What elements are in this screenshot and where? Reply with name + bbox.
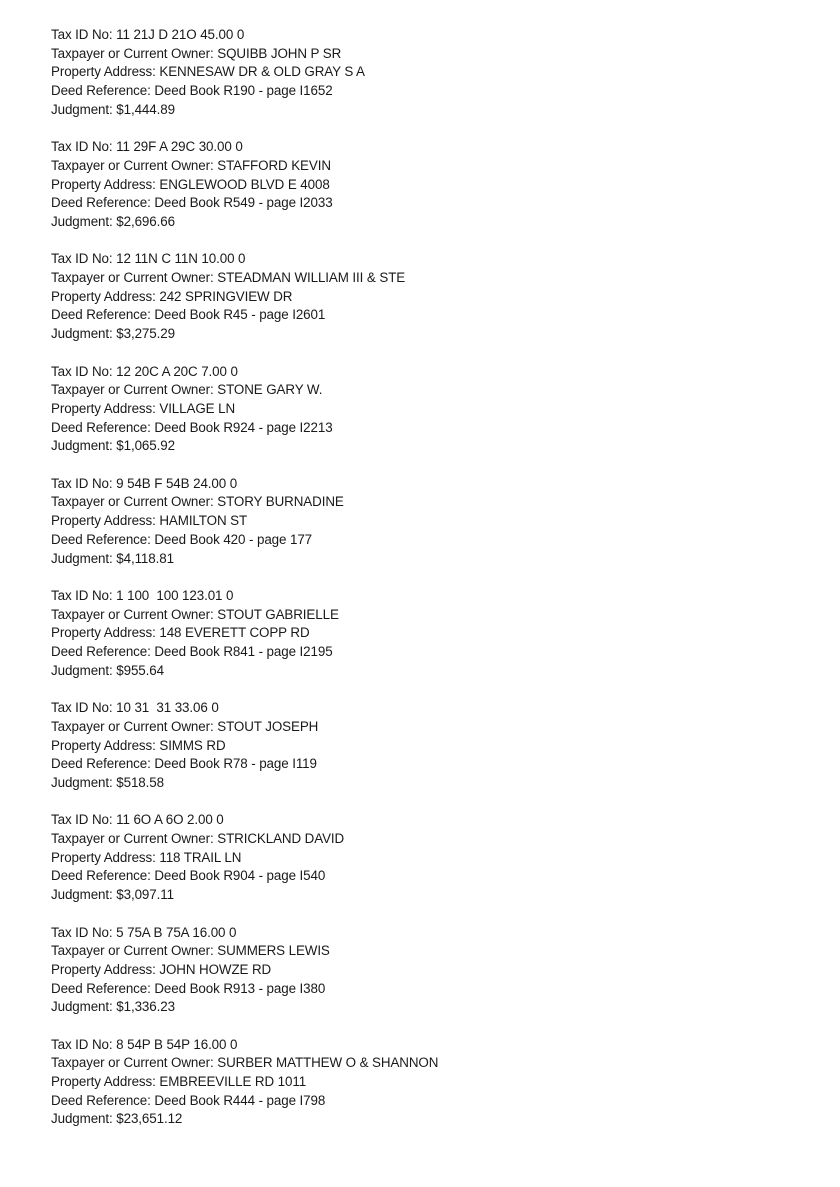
owner-label: Taxpayer or Current Owner: bbox=[51, 494, 218, 510]
owner-label: Taxpayer or Current Owner: bbox=[51, 718, 218, 734]
deed-label: Deed Reference: bbox=[51, 419, 155, 435]
address-label: Property Address: bbox=[51, 288, 160, 304]
tax-id-value: 5 75A B 75A 16.00 0 bbox=[116, 924, 237, 940]
judgment-label: Judgment: bbox=[51, 887, 117, 903]
address-label: Property Address: bbox=[51, 513, 160, 529]
address-value: 148 EVERETT COPP RD bbox=[159, 625, 310, 641]
address-value: JOHN HOWZE RD bbox=[159, 961, 272, 977]
owner-value: STRICKLAND DAVID bbox=[217, 831, 345, 846]
owner-value: STONE GARY W. bbox=[217, 382, 323, 398]
owner-label: Taxpayer or Current Owner: bbox=[51, 943, 218, 959]
tax-id-value: 12 11N C 11N 10.00 0 bbox=[116, 251, 246, 267]
judgment-value: $3,097.11 bbox=[116, 887, 174, 903]
judgment-line bbox=[51, 1110, 811, 1129]
judgment-label: Judgment: bbox=[51, 662, 117, 678]
owner-label: Taxpayer or Current Owner: bbox=[51, 1055, 218, 1071]
owner-value: STORY BURNADINE bbox=[217, 494, 344, 510]
judgment-line bbox=[51, 213, 811, 232]
address-label: Property Address: bbox=[51, 400, 160, 416]
address-label: Property Address: bbox=[51, 1074, 160, 1090]
address-label: Property Address: bbox=[51, 625, 160, 641]
judgment-line bbox=[51, 101, 811, 120]
owner-label: Taxpayer or Current Owner: bbox=[51, 45, 218, 61]
judgment-line bbox=[51, 662, 811, 681]
tax-id-value: 10 31 31 33.06 0 bbox=[116, 700, 219, 716]
deed-line bbox=[51, 867, 811, 886]
address-line bbox=[51, 288, 811, 307]
tax-id-line bbox=[51, 138, 811, 157]
owner-value: STEADMAN WILLIAM III & STE bbox=[217, 270, 406, 286]
owner-value: SQUIBB JOHN P SR bbox=[217, 45, 342, 61]
deed-label: Deed Reference: bbox=[51, 83, 155, 99]
owner-line bbox=[51, 45, 811, 64]
tax-id-value: 1 100 100 123.01 0 bbox=[116, 587, 234, 603]
deed-label: Deed Reference: bbox=[51, 195, 155, 211]
deed-line bbox=[51, 82, 811, 101]
deed-value: Deed Book R549 - page I2033 bbox=[154, 195, 333, 211]
owner-line bbox=[51, 718, 811, 737]
judgment-label: Judgment: bbox=[51, 326, 117, 342]
document-page bbox=[51, 26, 811, 1148]
tax-id-line bbox=[51, 475, 811, 494]
tax-record bbox=[51, 924, 811, 1036]
judgment-value: $1,065.92 bbox=[116, 438, 175, 454]
tax-id-line bbox=[51, 924, 811, 943]
judgment-label: Judgment: bbox=[51, 438, 117, 454]
tax-id-line bbox=[51, 811, 811, 830]
tax-record bbox=[51, 699, 811, 811]
judgment-value: $3,275.29 bbox=[116, 326, 175, 342]
deed-label: Deed Reference: bbox=[51, 1092, 155, 1108]
tax-id-label: Tax ID No: bbox=[51, 924, 117, 940]
address-line bbox=[51, 63, 811, 82]
address-value: ENGLEWOOD BLVD E 4008 bbox=[159, 176, 330, 192]
tax-id-label: Tax ID No: bbox=[51, 812, 117, 828]
owner-line bbox=[51, 606, 811, 625]
address-label: Property Address: bbox=[51, 737, 160, 753]
address-label: Property Address: bbox=[51, 961, 160, 977]
deed-value: Deed Book 420 - page 177 bbox=[154, 531, 313, 547]
tax-record bbox=[51, 475, 811, 587]
tax-id-label: Tax ID No: bbox=[51, 475, 117, 491]
owner-label: Taxpayer or Current Owner: bbox=[51, 270, 218, 286]
owner-label: Taxpayer or Current Owner: bbox=[51, 157, 218, 173]
address-line bbox=[51, 176, 811, 195]
address-line bbox=[51, 1073, 811, 1092]
tax-id-label: Tax ID No: bbox=[51, 251, 117, 267]
owner-line bbox=[51, 1054, 811, 1073]
owner-label: Taxpayer or Current Owner: bbox=[51, 606, 218, 622]
judgment-value: $1,444.89 bbox=[116, 101, 175, 117]
tax-id-line bbox=[51, 699, 811, 718]
judgment-label: Judgment: bbox=[51, 213, 117, 229]
owner-value: STOUT GABRIELLE bbox=[217, 606, 339, 622]
owner-value: SURBER MATTHEW O & SHANNON bbox=[217, 1055, 439, 1071]
deed-value: Deed Book R924 - page I2213 bbox=[154, 419, 333, 435]
judgment-label: Judgment: bbox=[51, 101, 117, 117]
judgment-label: Judgment: bbox=[51, 774, 117, 790]
deed-label: Deed Reference: bbox=[51, 644, 155, 659]
deed-value: Deed Book R45 - page I2601 bbox=[154, 307, 326, 323]
tax-id-line bbox=[51, 26, 811, 45]
tax-id-line bbox=[51, 587, 811, 606]
address-line bbox=[51, 849, 811, 868]
owner-value: STOUT JOSEPH bbox=[217, 718, 319, 734]
judgment-value: $955.64 bbox=[116, 662, 164, 678]
deed-line bbox=[51, 980, 811, 999]
tax-id-label: Tax ID No: bbox=[51, 1036, 117, 1052]
address-value: KENNESAW DR & OLD GRAY S A bbox=[159, 64, 365, 80]
address-value: VILLAGE LN bbox=[159, 400, 236, 416]
tax-id-value: 11 29F A 29C 30.00 0 bbox=[116, 139, 243, 155]
deed-label: Deed Reference: bbox=[51, 307, 155, 323]
tax-id-value: 11 6O A 6O 2.00 0 bbox=[116, 812, 224, 828]
deed-value: Deed Book R904 - page I540 bbox=[154, 868, 326, 884]
judgment-line bbox=[51, 886, 811, 905]
tax-id-line bbox=[51, 1036, 811, 1055]
tax-record bbox=[51, 811, 811, 923]
owner-label: Taxpayer or Current Owner: bbox=[51, 382, 218, 398]
deed-line bbox=[51, 643, 811, 662]
address-line bbox=[51, 512, 811, 531]
deed-line bbox=[51, 755, 811, 774]
judgment-line bbox=[51, 437, 811, 456]
owner-line bbox=[51, 269, 811, 288]
tax-record bbox=[51, 138, 811, 250]
deed-value: Deed Book R78 - page I119 bbox=[154, 756, 317, 772]
judgment-value: $4,118.81 bbox=[116, 550, 174, 566]
tax-id-label: Tax ID No: bbox=[51, 363, 117, 379]
tax-id-label: Tax ID No: bbox=[51, 139, 117, 155]
owner-value: SUMMERS LEWIS bbox=[217, 943, 330, 959]
deed-value: Deed Book R913 - page I380 bbox=[154, 980, 326, 996]
tax-id-label: Tax ID No: bbox=[51, 700, 117, 716]
deed-line bbox=[51, 1092, 811, 1111]
tax-id-label: Tax ID No: bbox=[51, 587, 117, 603]
judgment-line bbox=[51, 325, 811, 344]
address-label: Property Address: bbox=[51, 849, 160, 865]
tax-record bbox=[51, 587, 811, 699]
address-line bbox=[51, 400, 811, 419]
address-line bbox=[51, 961, 811, 980]
tax-id-line bbox=[51, 363, 811, 382]
judgment-value: $518.58 bbox=[116, 774, 164, 790]
owner-line bbox=[51, 381, 811, 400]
deed-line bbox=[51, 194, 811, 213]
tax-id-value: 12 20C A 20C 7.00 0 bbox=[116, 363, 238, 379]
owner-line bbox=[51, 830, 811, 849]
deed-label: Deed Reference: bbox=[51, 868, 155, 884]
judgment-label: Judgment: bbox=[51, 1111, 117, 1127]
owner-line bbox=[51, 942, 811, 961]
deed-line bbox=[51, 306, 811, 325]
address-line bbox=[51, 624, 811, 643]
owner-label: Taxpayer or Current Owner: bbox=[51, 831, 218, 846]
judgment-line bbox=[51, 550, 811, 569]
tax-record bbox=[51, 363, 811, 475]
tax-id-value: 11 21J D 21O 45.00 0 bbox=[116, 27, 245, 42]
deed-label: Deed Reference: bbox=[51, 756, 155, 772]
judgment-line bbox=[51, 774, 811, 793]
address-value: 242 SPRINGVIEW DR bbox=[159, 288, 293, 304]
owner-line bbox=[51, 157, 811, 176]
address-value: 118 TRAIL LN bbox=[159, 849, 242, 865]
deed-value: Deed Book R190 - page I1652 bbox=[154, 83, 333, 99]
address-value: SIMMS RD bbox=[159, 737, 226, 753]
address-value: EMBREEVILLE RD 1011 bbox=[159, 1074, 307, 1090]
tax-id-value: 9 54B F 54B 24.00 0 bbox=[116, 475, 238, 491]
judgment-value: $23,651.12 bbox=[116, 1111, 183, 1127]
address-label: Property Address: bbox=[51, 176, 160, 192]
address-label: Property Address: bbox=[51, 64, 160, 80]
owner-line bbox=[51, 493, 811, 512]
deed-label: Deed Reference: bbox=[51, 980, 155, 996]
judgment-value: $2,696.66 bbox=[116, 213, 175, 229]
deed-value: Deed Book R444 - page I798 bbox=[154, 1092, 326, 1108]
owner-value: STAFFORD KEVIN bbox=[217, 157, 331, 173]
judgment-label: Judgment: bbox=[51, 550, 117, 566]
address-value: HAMILTON ST bbox=[159, 513, 248, 529]
deed-line bbox=[51, 419, 811, 438]
judgment-label: Judgment: bbox=[51, 999, 117, 1015]
address-line bbox=[51, 737, 811, 756]
tax-record bbox=[51, 1036, 811, 1148]
tax-id-value: 8 54P B 54P 16.00 0 bbox=[116, 1036, 238, 1052]
deed-line bbox=[51, 531, 811, 550]
tax-id-label: Tax ID No: bbox=[51, 27, 117, 42]
judgment-value: $1,336.23 bbox=[116, 999, 175, 1015]
tax-id-line bbox=[51, 250, 811, 269]
tax-record bbox=[51, 250, 811, 362]
deed-value: Deed Book R841 - page I2195 bbox=[154, 644, 333, 659]
deed-label: Deed Reference: bbox=[51, 531, 155, 547]
judgment-line bbox=[51, 998, 811, 1017]
tax-record bbox=[51, 26, 811, 138]
